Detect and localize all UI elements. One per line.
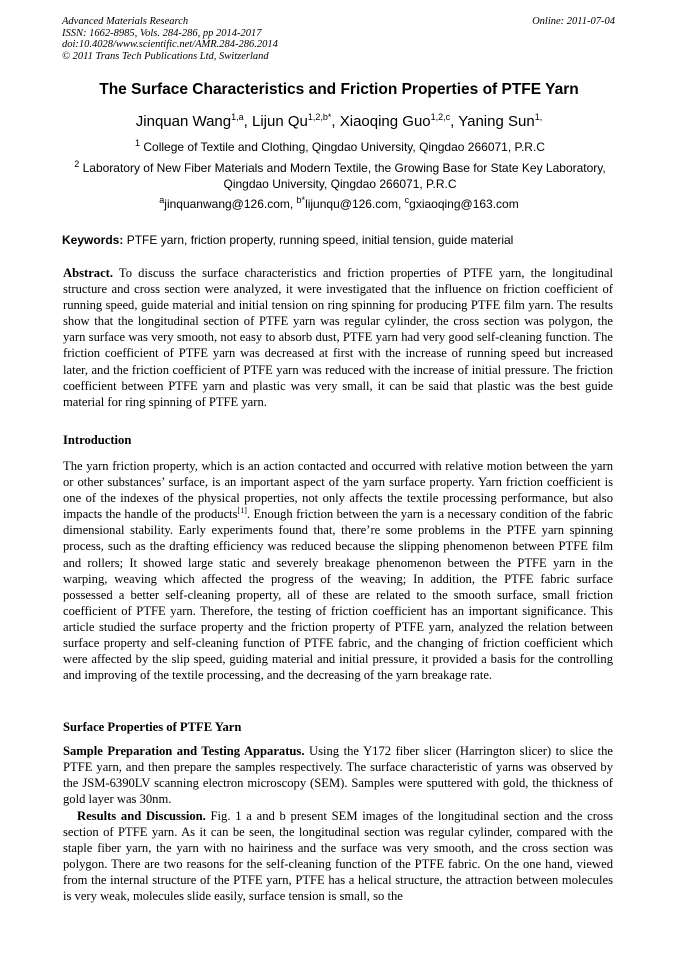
affiliation-text: College of Textile and Clothing, Qingdao University, Qingdao 266071, P.R.C — [140, 140, 545, 154]
introduction-heading: Introduction — [63, 433, 132, 447]
introduction-text-cont: . Enough friction between the yarn is a necessary condition of the fabric dimensional stability. Early experiments found that, there’re some problems in the PTFE yarn spinning process, such as the drafting efficiency was reduced because the slipping phenomenon between PTFE film and rollers; It showed large static and severely breakage phenomenon between the PTFE yarn in the warping, weaving which affected the progress of the weaving; In addition, the PTFE fabric surface possessed a better self-cleaning property, all of these are related to the smooth surface, small friction coefficient of PTFE yarn. Therefore, the testing of friction coefficient has an important significance. This article studied the surface property and the friction property of PTFE yarn, analyzed the relation between surface property and self-cleaning function of PTFE fabric, and the changing of friction coefficient which were affected by the slip speed, guiding material and initial pressure, it provided a basis for the controlling and improving of the textile processing, and the decreasing of the yarn breakage rate. — [63, 507, 613, 683]
introduction-paragraph — [63, 458, 613, 683]
author-name: Lijun Qu — [251, 113, 308, 130]
doi-line: doi:10.4028/www.scientific.net/AMR.284-286.2014 — [62, 39, 278, 50]
affiliation-number: 1 — [135, 138, 141, 148]
author-name: Yaning Sun — [458, 113, 535, 130]
author-emails — [0, 197, 678, 211]
online-date: Online: 2011-07-04 — [532, 16, 615, 27]
author-separator: , — [243, 113, 252, 130]
email-mark: b* — [296, 195, 306, 205]
results-paragraph — [63, 808, 613, 905]
issn-line: ISSN: 1662-8985, Vols. 284-286, pp 2014-2017 — [62, 27, 262, 39]
affiliation-1 — [62, 139, 618, 155]
author-affiliation-mark: 1,2,c — [430, 112, 451, 122]
author-name: Xiaoqing Guo — [339, 113, 431, 130]
email-address: jinquanwang@126.com, — [164, 197, 297, 211]
journal-header — [62, 16, 278, 62]
citation-ref: [1] — [237, 506, 247, 516]
results-text: Fig. 1 a and b present SEM images of the longitudinal section and the cross section of PTFE yarn. As it can be seen, the longitudinal section was regular cylinder, compared with the staple fiber yarn, the yarn with no hairiness and the surface was very smooth, and the cross section was polygon. There are two reasons for the self-cleaning function of the PTFE fabric. On the one hand, viewed from the internal structure of the PTFE yarn, PTFE has a helical structure, the attraction between molecules is very weak, molecules slide easily, surface tension is small, so the — [63, 809, 614, 904]
author-affiliation-mark: 1,a — [231, 112, 244, 122]
keywords-label: Keywords: — [62, 233, 124, 247]
surface-heading: Surface Properties of PTFE Yarn — [63, 720, 242, 734]
sample-text: Using the Y172 fiber slicer (Harrington slicer) to slice the PTFE yarn, and then prepare the samples respectively. The surface characteristic of yarns was observed by the JSM-6390LV scanning electron microscopy (SEM). Samples were sputtered with gold, the thickness of gold layer was 30nm. — [63, 744, 613, 807]
affiliation-number: 2 — [74, 159, 80, 169]
email-mark: a — [159, 195, 165, 205]
email-mark: c — [404, 195, 410, 205]
author-separator: , — [450, 113, 459, 130]
email-address: gxiaoqing@163.com — [409, 197, 519, 211]
author-affiliation-mark: 1,2,b* — [307, 112, 332, 122]
email-address: lijunqu@126.com, — [305, 197, 405, 211]
sample-paragraph — [63, 743, 613, 807]
results-label: Results and Discussion. — [77, 809, 206, 823]
keywords-text: PTFE yarn, friction property, running speed, initial tension, guide material — [123, 233, 514, 247]
affiliation-text: Laboratory of New Fiber Materials and Modern Textile, the Growing Base for State Key Laboratory, Qingdao University, Qingdao 266071, P.R.C — [79, 161, 606, 191]
paper-title: The Surface Characteristics and Friction Properties of PTFE Yarn — [99, 81, 579, 98]
author-name: Jinquan Wang — [135, 113, 232, 130]
abstract-text: To discuss the surface characteristics and friction properties of PTFE yarn, the longitudinal structure and cross section were analyzed, it were investigated that the influence on friction coefficient of running speed, guide material and initial tension on ring spinning for producing PTFE film yarn. The results show that the longitudinal section of PTFE yarn was regular cylinder, the cross section was polygon, the yarn surface was very smooth, not easy to absorb dust, PTFE yarn had very good self-cleaning function. The friction coefficient of PTFE yarn was decreased at first with the increase of running speed but increased later, and the friction coefficient of PTFE yarn was reduced with the increase of initial pressure. The friction coefficient between PTFE yarn and plastic was very small, it can be said that plastic was the best guide material for ring spinning of PTFE yarn. — [63, 266, 613, 409]
introduction-text: The yarn friction property, which is an action contacted and occurred with relative motion between the yarn or other substances’ surface, is an important aspect of the yarn surface property. Yarn friction coefficient is one of the indexes of the physical properties, not only affects the textile processing performance, but also impacts the handle of the products — [63, 459, 613, 522]
abstract-paragraph — [63, 265, 613, 410]
author-separator: , — [331, 113, 340, 130]
journal-name: Advanced Materials Research — [62, 16, 189, 27]
affiliation-2 — [62, 160, 618, 192]
author-list — [0, 113, 678, 130]
sample-label: Sample Preparation and Testing Apparatus. — [63, 744, 305, 758]
copyright-line: © 2011 Trans Tech Publications Ltd, Switzerland — [62, 50, 269, 62]
abstract-label: Abstract. — [63, 266, 114, 280]
keywords — [62, 233, 618, 247]
author-affiliation-mark: 1, — [534, 112, 543, 122]
